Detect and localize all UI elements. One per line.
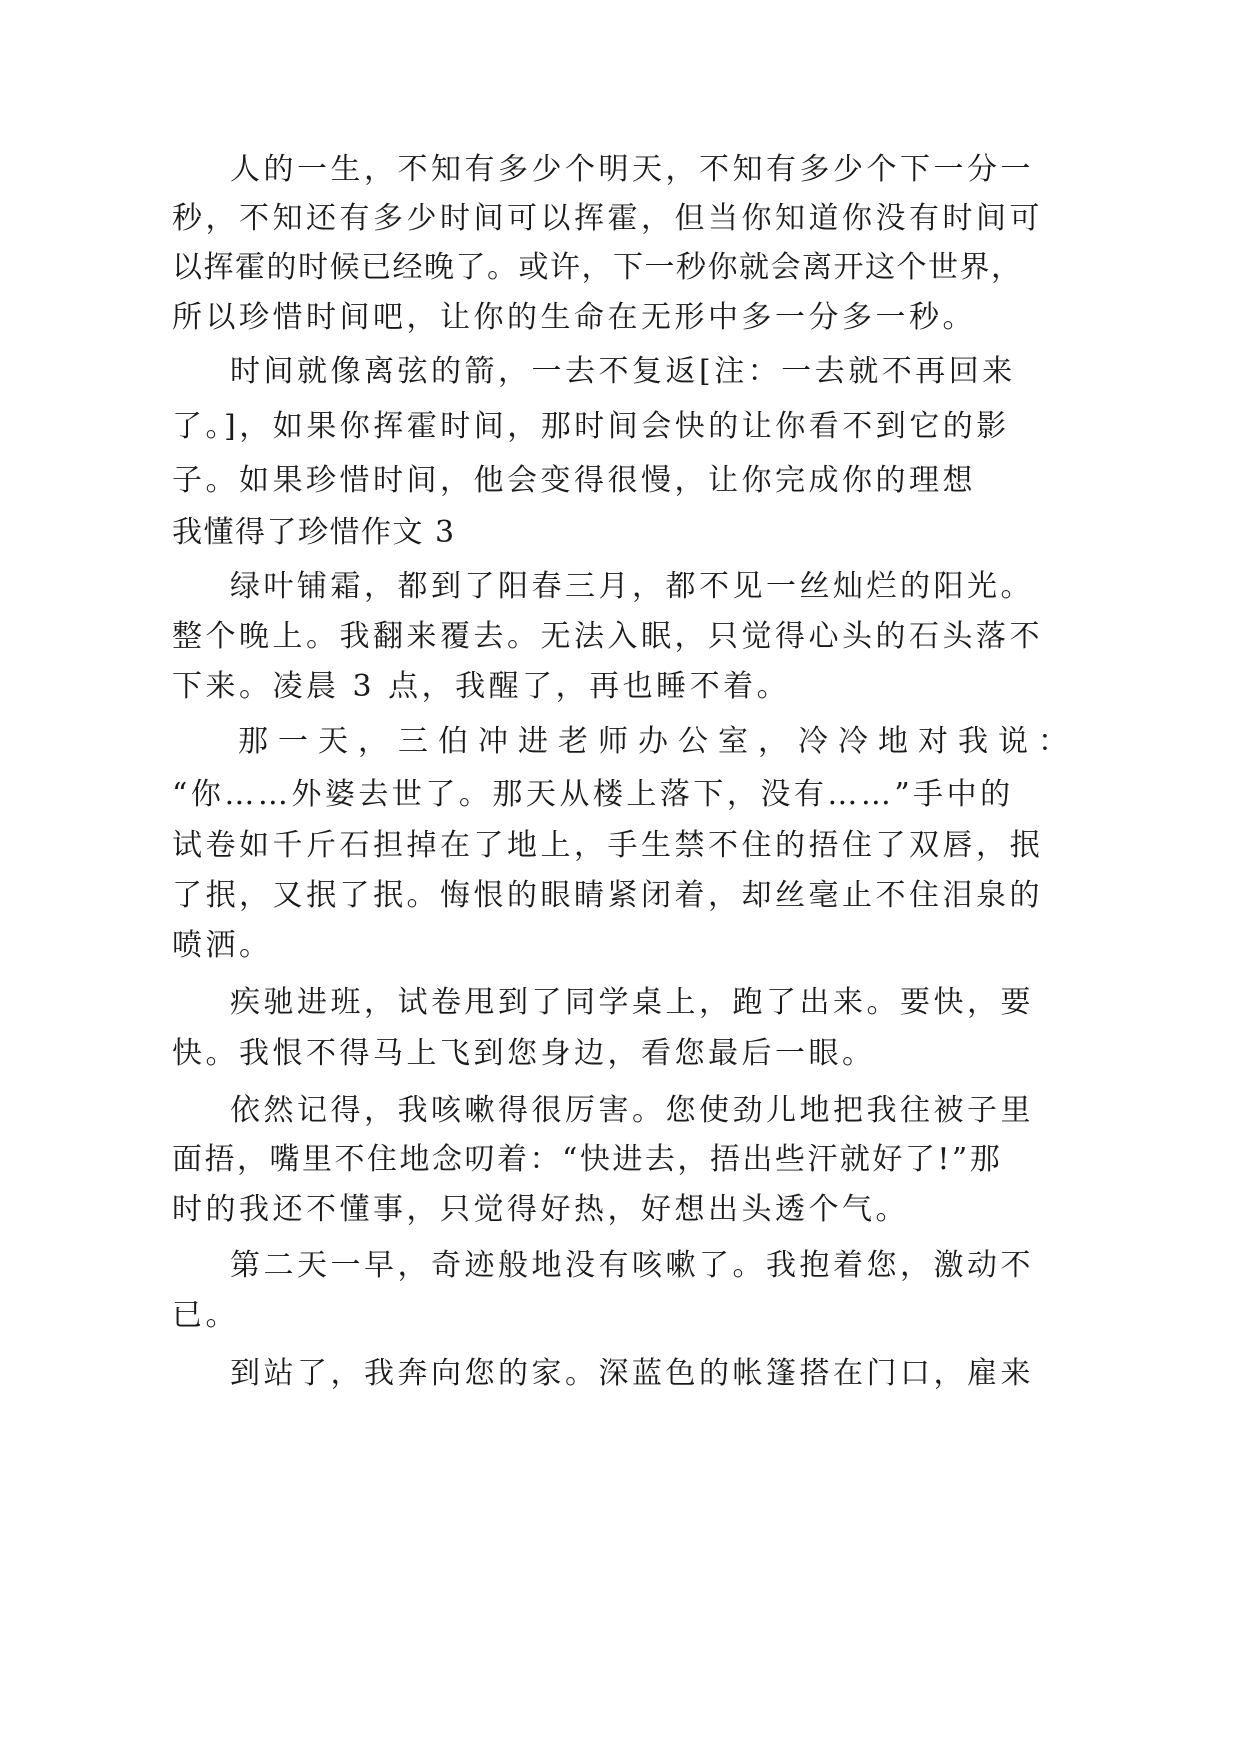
text-line: 所以珍惜时间吧，让你的生命在无形中多一分多一秒。 — [172, 300, 976, 335]
text-line: 绿叶铺霜，都到了阳春三月，都不见一丝灿烂的阳光。 — [230, 569, 1034, 604]
text-line: 快。我恨不得马上飞到您身边，看您最后一眼。 — [172, 1036, 876, 1071]
text-line: 子。如果珍惜时间，他会变得很慢，让你完成你的理想 — [172, 463, 976, 498]
text-line: 以挥霍的时候已经晚了。或许，下一秒你就会离开这个世界， — [172, 250, 1023, 285]
section-heading: 我懂得了珍惜作文 3 — [172, 515, 456, 550]
text-line: 了。]，如果你挥霍时间，那时间会快的让你看不到它的影 — [172, 409, 1010, 444]
text-line: 已。 — [172, 1298, 239, 1333]
text-line: 秒，不知还有多少时间可以挥霍，但当你知道你没有时间可 — [172, 201, 1043, 236]
text-line: 时的我还不懂事，只觉得好热，好想出头透个气。 — [172, 1192, 909, 1227]
text-line: 试卷如千斤石担掉在了地上，手生禁不住的捂住了双唇，抿 — [172, 828, 1043, 863]
text-line: 依然记得，我咳嗽得很厉害。您使劲儿地把我往被子里 — [230, 1093, 1034, 1128]
text-line: 整个晚上。我翻来覆去。无法入眠，只觉得心头的石头落不 — [172, 619, 1043, 654]
text-line: 那一天，三伯冲进老师办公室，冷冷地对我说： — [238, 724, 1078, 759]
text-line: 面捂，嘴里不住地念叨着：“快进去，捂出些汗就好了!”那 — [172, 1142, 1003, 1177]
text-line: 第二天一早，奇迹般地没有咳嗽了。我抱着您，激动不 — [230, 1248, 1034, 1283]
text-line: 喷洒。 — [172, 928, 273, 963]
text-line: 到站了，我奔向您的家。深蓝色的帐篷搭在门口，雇来 — [230, 1356, 1034, 1391]
text-line: 疾驰进班，试卷甩到了同学桌上，跑了出来。要快，要 — [230, 985, 1034, 1020]
text-line: 人的一生，不知有多少个明天，不知有多少个下一分一 — [230, 152, 1034, 187]
text-line: “你……外婆去世了。那天从楼上落下，没有……”手中的 — [172, 777, 1014, 812]
text-line: 下来。凌晨 3 点，我醒了，再也睡不着。 — [172, 669, 791, 704]
text-line: 时间就像离弦的箭，一去不复返[注：一去就不再回来 — [230, 354, 1016, 389]
text-line: 了抿，又抿了抿。悔恨的眼睛紧闭着，却丝毫止不住泪泉的 — [172, 878, 1043, 913]
